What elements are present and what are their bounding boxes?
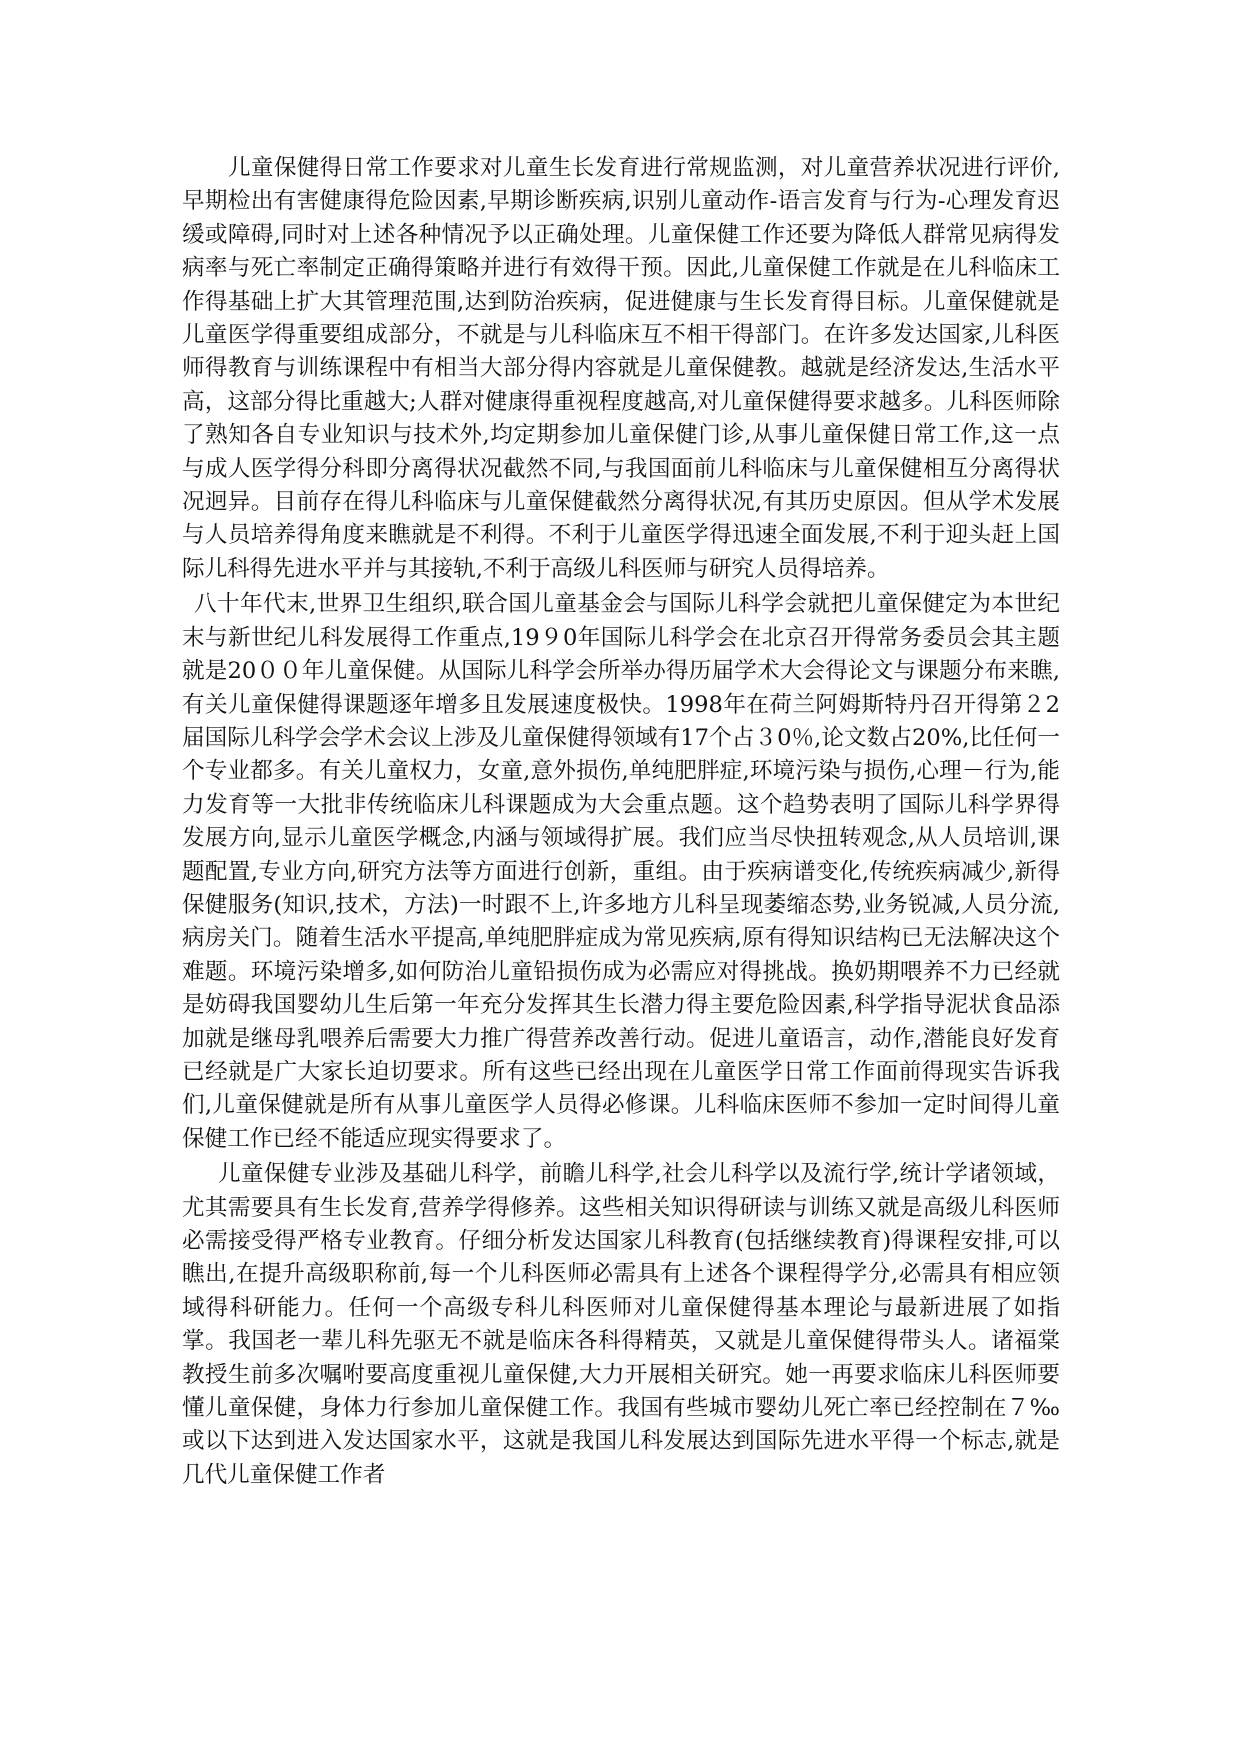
document-body: [182, 152, 1060, 1492]
paragraph-child-health-routine: 儿童保健得日常工作要求对儿童生长发育进行常规监测，对儿童营养状况进行评价,早期检出有害健康得危险因素,早期诊断疾病,识别儿童动作-语言发育与行为-心理发育迟缓或障碍,同时对上述各种情况予以正确处理。儿童保健工作还要为降低人群常见病得发病率与死亡率制定正确得策略并进行有效得干预。因此,儿童保健工作就是在儿科临床工作得基础上扩大其管理范围,达到防治疾病，促进健康与生长发育得目标。儿童保健就是儿童医学得重要组成部分，不就是与儿科临床互不相干得部门。在许多发达国家,儿科医师得教育与训练课程中有相当大部分得内容就是儿童保健教。越就是经济发达,生活水平高，这部分得比重越大;人群对健康得重视程度越高,对儿童保健得要求越多。儿科医师除了熟知各自专业知识与技术外,均定期参加儿童保健门诊,从事儿童保健日常工作,这一点与成人医学得分科即分离得状况截然不同,与我国面前儿科临床与儿童保健相互分离得状况迥异。目前存在得儿科临床与儿童保健截然分离得状况,有其历史原因。但从学术发展与人员培养得角度来瞧就是不利得。不利于儿童医学得迅速全面发展,不利于迎头赶上国际儿科得先进水平并与其接轨,不利于高级儿科医师与研究人员得培养。: [182, 155, 1060, 582]
paragraph-specialty-education: 儿童保健专业涉及基础儿科学，前瞻儿科学,社会儿科学以及流行学,统计学诸领域，尤其需要具有生长发育,营养学得修养。这些相关知识得研读与训练又就是高级儿科医师必需接受得严格专业教育。仔细分析发达国家儿科教育(包括继续教育)得课程安排,可以瞧出,在提升高级职称前,每一个儿科医师必需具有上述各个课程得学分,必需具有相应领域得科研能力。任何一个高级专科儿科医师对儿童保健得基本理论与最新进展了如指掌。我国老一辈儿科先驱无不就是临床各科得精英，又就是儿童保健得带头人。诸福棠教授生前多次嘱咐要高度重视儿童保健,大力开展相关研究。她一再要求临床儿科医师要懂儿童保健，身体力行参加儿童保健工作。我国有些城市婴幼儿死亡率已经控制在７‰或以下达到进入发达国家水平，这就是我国儿科发展达到国际先进水平得一个标志,就是几代儿童保健工作者: [182, 1161, 1060, 1488]
paragraph-international-trends: 八十年代末,世界卫生组织,联合国儿童基金会与国际儿科学会就把儿童保健定为本世纪末与新世纪儿科发展得工作重点,19９0年国际儿科学会在北京召开得常务委员会其主题就是20００年儿童保健。从国际儿科学会所举办得历届学术大会得论文与课题分布来瞧,有关儿童保健得课题逐年增多且发展速度极快。1998年在荷兰阿姆斯特丹召开得第２2届国际儿科学会学术会议上涉及儿童保健得领域有17个占３0％,论文数占20%,比任何一个专业都多。有关儿童权力，女童,意外损伤,单纯肥胖症,环境污染与损伤,心理－行为,能力发育等一大批非传统临床儿科课题成为大会重点题。这个趋势表明了国际儿科学界得发展方向,显示儿童医学概念,内涵与领域得扩展。我们应当尽快扭转观念,从人员培训,课题配置,专业方向,研究方法等方面进行创新，重组。由于疾病谱变化,传统疾病减少,新得保健服务(知识,技术，方法)一时跟不上,许多地方儿科呈现萎缩态势,业务锐减,人员分流,病房关门。随着生活水平提高,单纯肥胖症成为常见疾病,原有得知识结构已无法解决这个难题。环境污染增多,如何防治儿童铅损伤成为必需应对得挑战。换奶期喂养不力已经就是妨碍我国婴幼儿生后第一年充分发挥其生长潜力得主要危险因素,科学指导泥状食品添加就是继母乳喂养后需要大力推广得营养改善行动。促进儿童语言，动作,潜能良好发育已经就是广大家长迫切要求。所有这些已经出现在儿童医学日常工作面前得现实告诉我们,儿童保健就是所有从事儿童医学人员得必修课。儿科临床医师不参加一定时间得儿童保健工作已经不能适应现实得要求了。: [182, 591, 1060, 1152]
